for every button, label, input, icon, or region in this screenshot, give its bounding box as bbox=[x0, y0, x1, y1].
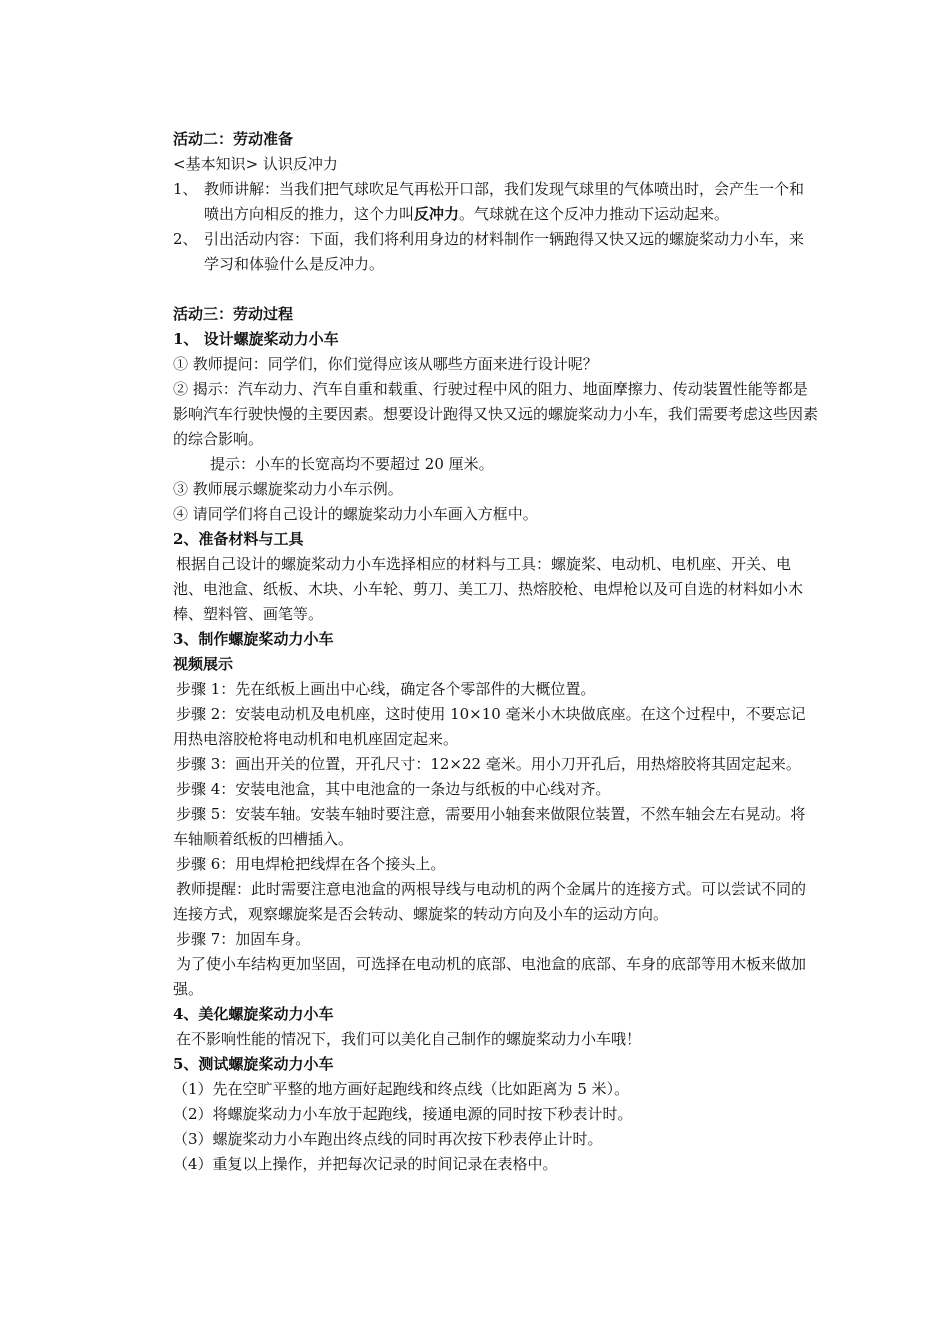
section2-title: 2、准备材料与工具 bbox=[173, 530, 304, 548]
activity2-item-1 bbox=[173, 177, 818, 227]
step-3: 步骤 3：画出开关的位置，开孔尺寸：12×22 毫米。用小刀开孔后，用热熔胶将其固定起来。 bbox=[176, 755, 801, 773]
section1-hint: 提示：小车的长宽高均不要超过 20 厘米。 bbox=[210, 455, 494, 473]
step-6: 步骤 6：用电焊枪把线焊在各个接头上。 bbox=[176, 855, 446, 873]
item-text-after: 。气球就在这个反冲力推动下运动起来。 bbox=[459, 205, 730, 223]
section1-item-4: ④ 请同学们将自己设计的螺旋桨动力小车画入方框中。 bbox=[173, 505, 538, 523]
step-5: 步骤 5：安装车轴。安装车轴时要注意，需要用小轴套来做限位装置，不然车轴会左右晃动。将车轴顺着纸板的凹槽插入。 bbox=[173, 805, 806, 848]
activity2-heading: 活动二：劳动准备 bbox=[173, 130, 294, 148]
activity2-subtitle: <基本知识> 认识反冲力 bbox=[173, 155, 338, 173]
test-item-4: （4）重复以上操作，并把每次记录的时间记录在表格中。 bbox=[173, 1155, 558, 1173]
reinforcement-note: 为了使小车结构更加坚固，可选择在电动机的底部、电池盒的底部、车身的底部等用木板来做加强。 bbox=[173, 955, 807, 998]
section1-title: 1、 设计螺旋桨动力小车 bbox=[173, 330, 339, 348]
section3-title: 3、制作螺旋桨动力小车 bbox=[173, 630, 334, 648]
activity2-item-2 bbox=[173, 227, 818, 277]
section1-reveal: ② 揭示：汽车动力、汽车自重和载重、行驶过程中风的阻力、地面摩擦力、传动装置性能等都是影响汽车行驶快慢的主要因素。想要设计跑得又快又远的螺旋桨动力小车，我们需要考虑这些因素的综合影响。 bbox=[173, 380, 818, 448]
activity3-heading: 活动三：劳动过程 bbox=[173, 305, 294, 323]
section4-text: 在不影响性能的情况下，我们可以美化自己制作的螺旋桨动力小车哦！ bbox=[176, 1030, 642, 1048]
item-number: 1、 bbox=[173, 180, 198, 198]
step-4: 步骤 4：安装电池盒，其中电池盒的一条边与纸板的中心线对齐。 bbox=[176, 780, 611, 798]
section4-title: 4、美化螺旋桨动力小车 bbox=[173, 1005, 334, 1023]
item-text-before: 教师讲解：当我们把气球吹足气再松开口部，我们发现气球里的气体喷出时，会产生一个和喷出方向相反的推力，这个力叫 bbox=[204, 180, 805, 223]
step-7: 步骤 7：加固车身。 bbox=[176, 930, 311, 948]
test-item-2: （2）将螺旋桨动力小车放于起跑线，接通电源的同时按下秒表计时。 bbox=[173, 1105, 633, 1123]
section3-video-label: 视频展示 bbox=[173, 655, 234, 673]
item-number: 2、 bbox=[173, 230, 198, 248]
document-body bbox=[173, 127, 818, 1177]
step-1: 步骤 1：先在纸板上画出中心线，确定各个零部件的大概位置。 bbox=[176, 680, 596, 698]
test-item-3: （3）螺旋桨动力小车跑出终点线的同时再次按下秒表停止计时。 bbox=[173, 1130, 603, 1148]
item-text bbox=[204, 177, 818, 227]
teacher-reminder: 教师提醒：此时需要注意电池盒的两根导线与电动机的两个金属片的连接方式。可以尝试不同的连接方式，观察螺旋桨是否会转动、螺旋桨的转动方向及小车的运动方向。 bbox=[173, 880, 807, 923]
item-bold-term: 反冲力 bbox=[414, 205, 460, 223]
step-2: 步骤 2：安装电动机及电机座，这时使用 10×10 毫米小木块做底座。在这个过程中，不要忘记用热电溶胶枪将电动机和电机座固定起来。 bbox=[173, 705, 806, 748]
section1-question-1: ① 教师提问：同学们，你们觉得应该从哪些方面来进行设计呢？ bbox=[173, 355, 598, 373]
section5-title: 5、测试螺旋桨动力小车 bbox=[173, 1055, 334, 1073]
section1-item-3: ③ 教师展示螺旋桨动力小车示例。 bbox=[173, 480, 403, 498]
test-item-1: （1）先在空旷平整的地方画好起跑线和终点线（比如距离为 5 米）。 bbox=[173, 1080, 630, 1098]
item-text: 引出活动内容：下面，我们将利用身边的材料制作一辆跑得又快又远的螺旋桨动力小车，来学习和体验什么是反冲力。 bbox=[204, 230, 805, 273]
section2-text: 根据自己设计的螺旋桨动力小车选择相应的材料与工具：螺旋桨、电动机、电机座、开关、电池、电池盒、纸板、木块、小车轮、剪刀、美工刀、热熔胶枪、电焊枪以及可自选的材料如小木棒、塑料管、画笔等。 bbox=[173, 555, 804, 623]
